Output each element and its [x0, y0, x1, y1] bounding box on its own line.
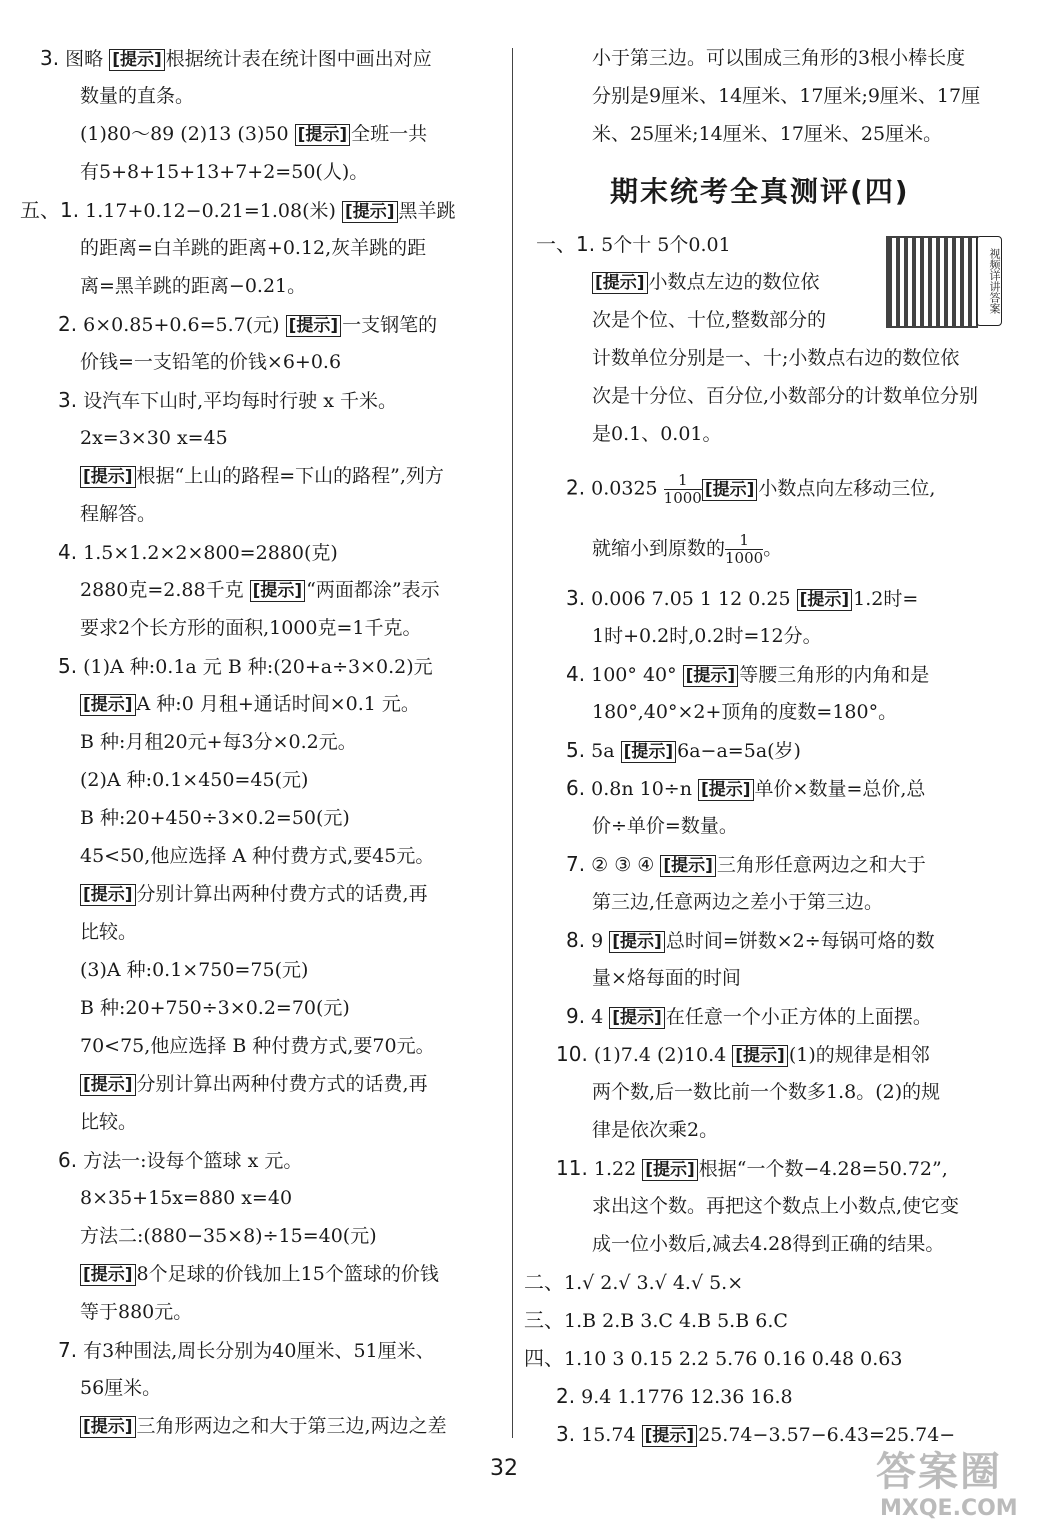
- right-line: [592, 268, 820, 297]
- item-number: 8.: [566, 928, 586, 952]
- fraction-denominator: 1000: [663, 489, 702, 507]
- left-line: [80, 690, 420, 719]
- right-line: [592, 420, 722, 448]
- right-line: [566, 584, 918, 614]
- answer-text: 180°,40°×2+顶角的度数=180°。: [592, 701, 898, 723]
- answer-text: 图略: [59, 48, 110, 70]
- answer-text: 有5+8+15+13+7+2=50(人)。: [80, 161, 369, 183]
- right-line: [566, 926, 935, 956]
- answer-text: 方法二:(880−35×8)÷15=40(元): [80, 1225, 377, 1247]
- answer-text: 0.006 7.05 1 12 0.25: [585, 588, 797, 610]
- hint-text: 25.74−3.57−6.43=25.74−: [698, 1424, 956, 1446]
- hint-text: 8个足球的价钱加上15个篮球的价钱: [136, 1263, 439, 1285]
- answer-text: 1.17+0.12−0.21=1.08(米): [79, 200, 342, 222]
- hint-tag: [提示]: [80, 884, 136, 906]
- right-line: [592, 812, 738, 840]
- answer-text: 量×烙每面的时间: [592, 967, 741, 989]
- right-line: [592, 44, 965, 72]
- item-number: 7.: [58, 1338, 78, 1362]
- answer-text: 小于第三边。可以围成三角形的3根小棒长度: [592, 47, 966, 69]
- answer-text: 4: [585, 1006, 610, 1028]
- answer-text: 价÷单价=数量。: [592, 815, 738, 837]
- answer-text: 的距离=白羊跳的距离+0.12,灰羊跳的距: [80, 237, 427, 259]
- answer-text: 5a: [585, 740, 621, 762]
- qr-code-icon[interactable]: [886, 236, 978, 328]
- hint-tag: [提示]: [621, 741, 677, 763]
- left-line: [80, 728, 357, 756]
- left-line: [80, 614, 422, 642]
- hint-tag: [提示]: [109, 49, 165, 71]
- right-line: [592, 532, 782, 567]
- hint-tag: [提示]: [702, 479, 758, 501]
- hint-text: 根据统计表在统计图中画出对应: [165, 48, 432, 70]
- item-number: 6.: [566, 776, 586, 800]
- right-line: [556, 1382, 793, 1411]
- right-line: [524, 1268, 743, 1297]
- right-line: [592, 120, 942, 148]
- right-line: [592, 622, 822, 650]
- left-line: [80, 462, 444, 491]
- right-line: [566, 660, 929, 690]
- hint-text: 三角形任意两边之和大于: [716, 854, 926, 876]
- item-number: 4.: [566, 662, 586, 686]
- hint-tag: [提示]: [698, 779, 754, 801]
- hint-tag: [提示]: [609, 1007, 665, 1029]
- item-number: 三、: [524, 1308, 564, 1332]
- answer-text: 1.√ 2.√ 3.√ 4.√ 5.×: [564, 1272, 744, 1294]
- fraction-denominator: 1000: [725, 549, 764, 567]
- hint-text: 单价×数量=总价,总: [754, 778, 926, 800]
- watermark-logo: [870, 1440, 1030, 1530]
- answer-text: B 种:20+750÷3×0.2=70(元): [80, 997, 350, 1019]
- hint-text: 三角形两边之和大于第三边,两边之差: [136, 1415, 447, 1437]
- left-line: [80, 994, 350, 1022]
- left-line: [80, 1412, 447, 1441]
- item-number: 5.: [566, 738, 586, 762]
- answer-text: 9: [585, 930, 610, 952]
- hint-text: 分别计算出两种付费方式的话费,再: [136, 883, 428, 905]
- qr-label: 视频详讲答案: [976, 236, 1002, 326]
- right-line: [592, 1116, 718, 1144]
- item-number: 5.: [58, 654, 78, 678]
- left-line: [80, 1070, 428, 1099]
- hint-text: 黑羊跳: [398, 200, 456, 222]
- hint-text: A 种:0 月租+通话时间×0.1 元。: [136, 693, 420, 715]
- answer-text: 米、25厘米;14厘米、17厘米、25厘米。: [592, 123, 943, 145]
- answer-text: 0.8n 10÷n: [585, 778, 698, 800]
- right-line: [592, 82, 980, 110]
- hint-tag: [提示]: [250, 580, 306, 602]
- answer-text: 两个数,后一数比前一个数多1.8。(2)的规: [592, 1081, 941, 1103]
- hint-tag: [提示]: [80, 694, 136, 716]
- answer-text: 价钱=一支铅笔的价钱×6+0.6: [80, 351, 342, 373]
- hint-text: 总时间=饼数×2÷每锅可烙的数: [665, 930, 935, 952]
- left-line: [80, 576, 440, 605]
- answer-text: 有3种围法,周长分别为40厘米、51厘米、: [77, 1340, 435, 1362]
- left-line: [80, 1374, 161, 1402]
- right-line: [524, 1306, 788, 1335]
- right-line: [592, 382, 978, 410]
- hint-text: 根据“上山的路程=下山的路程”,列方: [136, 465, 444, 487]
- left-line: [80, 842, 434, 870]
- hint-text: 全班一共: [351, 123, 428, 145]
- item-number: 五、1.: [20, 198, 80, 222]
- item-number: 3.: [58, 388, 78, 412]
- left-line: [80, 1298, 192, 1326]
- answer-text: 是0.1、0.01。: [592, 423, 722, 445]
- answer-text: (3)A 种:0.1×750=75(元): [80, 959, 309, 981]
- left-line: [20, 196, 456, 226]
- left-line: [80, 956, 308, 984]
- hint-text: 根据“一个数−4.28=50.72”,: [698, 1158, 948, 1180]
- answer-text: 8×35+15x=880 x=40: [80, 1187, 293, 1209]
- fraction: [725, 532, 763, 567]
- hint-tag: [提示]: [592, 272, 648, 294]
- answer-text: 分别是9厘米、14厘米、17厘米;9厘米、17厘: [592, 85, 981, 107]
- left-line: [58, 1146, 302, 1175]
- fraction: [664, 472, 702, 507]
- answer-text: 56厘米。: [80, 1377, 162, 1399]
- right-line: [556, 1154, 948, 1184]
- hint-tag: [提示]: [609, 931, 665, 953]
- item-number: 11.: [556, 1156, 588, 1180]
- hint-text: 一支钢笔的: [342, 314, 438, 336]
- left-line: [80, 500, 156, 528]
- right-line: [592, 344, 959, 372]
- left-line: [40, 44, 432, 74]
- right-line: [566, 736, 801, 766]
- answer-text: (1)A 种:0.1a 元 B 种:(20+a÷3×0.2)元: [77, 656, 433, 678]
- left-line: [80, 82, 194, 110]
- left-line: [80, 348, 341, 376]
- item-number: 3.: [556, 1422, 576, 1446]
- fraction-numerator: 1: [664, 472, 702, 490]
- answer-text: 第三边,任意两边之差小于第三边。: [592, 891, 884, 913]
- answer-text: 1时+0.2时,0.2时=12分。: [592, 625, 822, 647]
- right-line: [592, 888, 883, 916]
- item-number: 10.: [556, 1042, 588, 1066]
- hint-text: 6a−a=5a(岁): [677, 740, 801, 762]
- answer-text: 70<75,他应选择 B 种付费方式,要70元。: [80, 1035, 435, 1057]
- answer-text: 次是十分位、百分位,小数部分的计数单位分别: [592, 385, 979, 407]
- answer-text: 律是依次乘2。: [592, 1119, 719, 1141]
- left-line: [58, 386, 397, 415]
- answer-text: 求出这个数。再把这个数点上小数点,使它变: [592, 1195, 960, 1217]
- hint-text: 小数点左边的数位依: [648, 271, 820, 293]
- right-line: [566, 1002, 932, 1032]
- answer-text: 1.10 3 0.15 2.2 5.76 0.16 0.48 0.63: [564, 1348, 903, 1370]
- hint-text: 分别计算出两种付费方式的话费,再: [136, 1073, 428, 1095]
- hint-text: 等腰三角形的内角和是: [739, 664, 930, 686]
- answer-text: 5个十 5个0.01: [595, 234, 731, 256]
- fraction-numerator: 1: [725, 532, 763, 550]
- answer-text: 100° 40°: [585, 664, 683, 686]
- answer-text: 2880克=2.88千克: [80, 579, 250, 601]
- answer-text: 2x=3×30 x=45: [80, 427, 228, 449]
- left-line: [80, 1222, 377, 1250]
- hint-tag: [提示]: [80, 1264, 136, 1286]
- left-line: [80, 918, 137, 946]
- right-line: [592, 306, 826, 334]
- hint-tag: [提示]: [732, 1045, 788, 1067]
- section-heading: 期末统考全真测评(四): [610, 175, 910, 208]
- right-line: [566, 774, 925, 804]
- left-line: [58, 652, 433, 681]
- answer-text: 1.B 2.B 3.C 4.B 5.B 6.C: [564, 1310, 788, 1332]
- hint-text: 在任意一个小正方体的上面摆。: [665, 1006, 932, 1028]
- left-line: [80, 1260, 439, 1289]
- answer-text: (2)A 种:0.1×450=45(元): [80, 769, 309, 791]
- hint-tag: [提示]: [683, 665, 739, 687]
- answer-text: 45<50,他应选择 A 种付费方式,要45元。: [80, 845, 435, 867]
- answer-text: 次是个位、十位,整数部分的: [592, 309, 827, 331]
- item-number: 2.: [566, 475, 586, 500]
- hint-tag: [提示]: [80, 1416, 136, 1438]
- answer-text: 计数单位分别是一、十;小数点右边的数位依: [592, 347, 960, 369]
- left-line: [80, 424, 228, 452]
- hint-tag: [提示]: [660, 855, 716, 877]
- answer-text: 要求2个长方形的面积,1000克=1千克。: [80, 617, 422, 639]
- answer-text: (1)80～89 (2)13 (3)50: [80, 123, 295, 145]
- right-line: [566, 472, 935, 507]
- answer-text: B 种:月租20元+每3分×0.2元。: [80, 731, 357, 753]
- hint-tag: [提示]: [286, 315, 342, 337]
- answer-text: 0.0325: [585, 477, 664, 500]
- hint-tag: [提示]: [642, 1425, 698, 1447]
- item-number: 四、: [524, 1346, 564, 1370]
- column-divider: [512, 48, 513, 1438]
- watermark-top: 答案圈: [876, 1449, 1002, 1495]
- answer-text: 等于880元。: [80, 1301, 193, 1323]
- left-line: [80, 1108, 137, 1136]
- hint-text: (1)的规律是相邻: [788, 1044, 930, 1066]
- answer-text: 成一位小数后,减去4.28得到正确的结果。: [592, 1233, 945, 1255]
- left-line: [80, 880, 428, 909]
- answer-text: 方法一:设每个篮球 x 元。: [77, 1150, 303, 1172]
- left-line: [80, 1032, 435, 1060]
- item-number: 4.: [58, 540, 78, 564]
- right-line: [566, 850, 926, 880]
- answer-text: 6×0.85+0.6=5.7(元): [77, 314, 286, 336]
- hint-text: 。: [763, 537, 783, 560]
- left-line: [80, 272, 306, 300]
- item-number: 一、1.: [536, 232, 596, 256]
- hint-tag: [提示]: [80, 1074, 136, 1096]
- answer-text: 离=黑羊跳的距离−0.21。: [80, 275, 307, 297]
- answer-text: 15.74: [575, 1424, 642, 1446]
- hint-tag: [提示]: [295, 124, 351, 146]
- item-number: 6.: [58, 1148, 78, 1172]
- right-line: [536, 230, 731, 259]
- left-line: [80, 120, 427, 149]
- answer-text: 比较。: [80, 1111, 138, 1133]
- hint-tag: [提示]: [797, 589, 853, 611]
- item-number: 3.: [566, 586, 586, 610]
- hint-tag: [提示]: [642, 1159, 698, 1181]
- hint-text: 小数点向左移动三位,: [758, 477, 936, 500]
- answer-text: 就缩小到原数的: [592, 537, 726, 560]
- answer-text: 数量的直条。: [80, 85, 195, 107]
- answer-text: ② ③ ④: [585, 854, 661, 876]
- right-line: [556, 1420, 955, 1450]
- left-line: [80, 804, 350, 832]
- left-line: [80, 234, 426, 262]
- left-line: [58, 538, 338, 567]
- hint-tag: [提示]: [342, 201, 398, 223]
- hint-text: 1.2时=: [853, 588, 919, 610]
- right-line: [592, 1078, 940, 1106]
- hint-tag: [提示]: [80, 466, 136, 488]
- right-line: [556, 1040, 930, 1070]
- item-number: 2.: [556, 1384, 576, 1408]
- item-number: 2.: [58, 312, 78, 336]
- watermark-bottom: MXQE.COM: [880, 1496, 1018, 1521]
- item-number: 9.: [566, 1004, 586, 1028]
- left-line: [80, 766, 308, 794]
- left-line: [58, 1336, 435, 1365]
- hint-text: “两面都涂”表示: [306, 579, 440, 601]
- right-line: [592, 698, 897, 726]
- left-line: [80, 1184, 292, 1212]
- left-line: [80, 158, 368, 186]
- right-line: [592, 1230, 944, 1258]
- answer-text: B 种:20+450÷3×0.2=50(元): [80, 807, 350, 829]
- answer-text: (1)7.4 (2)10.4: [587, 1044, 733, 1066]
- left-line: [58, 310, 437, 340]
- right-line: [592, 964, 741, 992]
- answer-text: 9.4 1.1776 12.36 16.8: [575, 1386, 793, 1408]
- item-number: 7.: [566, 852, 586, 876]
- item-number: 3.: [40, 46, 60, 70]
- answer-text: 比较。: [80, 921, 138, 943]
- item-number: 二、: [524, 1270, 564, 1294]
- answer-text: 1.5×1.2×2×800=2880(克): [77, 542, 338, 564]
- answer-text: 程解答。: [80, 503, 157, 525]
- page-number: 32: [490, 1456, 518, 1481]
- answer-text: 1.22: [587, 1158, 643, 1180]
- right-line: [592, 1192, 959, 1220]
- right-line: [524, 1344, 902, 1373]
- answer-text: 设汽车下山时,平均每时行驶 x 千米。: [77, 390, 397, 412]
